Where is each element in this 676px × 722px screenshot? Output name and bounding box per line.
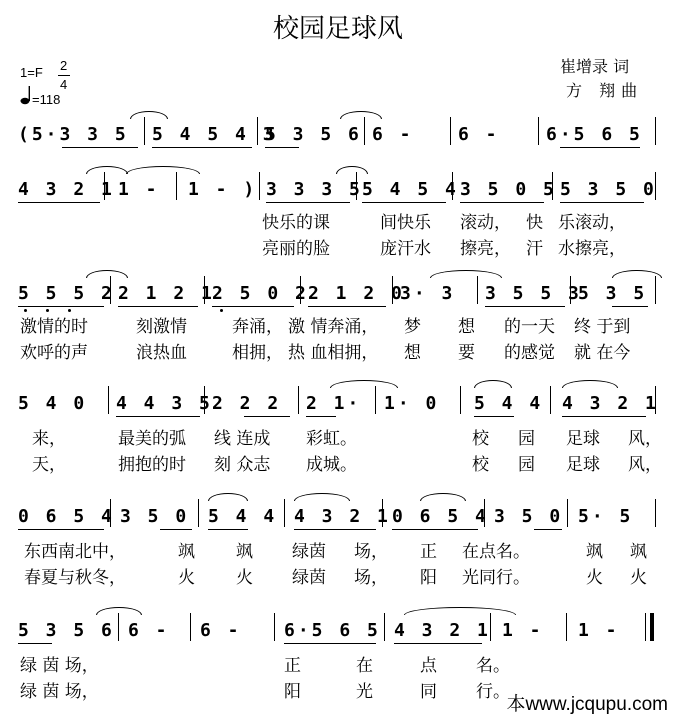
time-signature-rule (58, 75, 70, 76)
measure: 4 3 2 1 (394, 620, 491, 641)
measure: 5 3 5 6 (18, 620, 115, 641)
measure: 6 - (128, 620, 170, 641)
barline (190, 613, 191, 641)
underline (474, 416, 514, 417)
slur (612, 270, 662, 278)
underline (308, 306, 386, 307)
tie (330, 380, 398, 388)
barline (384, 613, 385, 641)
underline (62, 147, 138, 148)
barline (375, 386, 376, 414)
underline (116, 416, 200, 417)
song-title: 校园足球风 (272, 14, 403, 44)
slur (420, 493, 466, 501)
measure: 3 5 0 5 (460, 179, 557, 200)
tie (404, 607, 516, 615)
measure: 5· 5 (578, 506, 634, 527)
final-barline-thick (650, 613, 654, 641)
measure: 6 - (200, 620, 242, 641)
measure: 4 4 3 5 (116, 393, 213, 414)
measure: 3· 3 (400, 283, 456, 304)
measure: 2 2 2 (212, 393, 282, 414)
measure: 6·5 6 5 (546, 124, 643, 145)
underline (160, 529, 192, 530)
measure: 1· 0 (384, 393, 440, 414)
tie (86, 166, 128, 174)
barline (118, 613, 119, 641)
underline (612, 306, 648, 307)
measure: 6 - (458, 124, 500, 145)
barline (176, 172, 177, 200)
slur (474, 380, 512, 388)
measure: 0 6 5 4 (392, 506, 489, 527)
final-barline-thin (645, 613, 646, 641)
underline (208, 529, 248, 530)
staff-system-1 (0, 117, 676, 147)
underline (265, 147, 299, 148)
measure: 5 3 5 6 (265, 124, 362, 145)
measure: 1 - (578, 620, 620, 641)
measure: 6 - (372, 124, 414, 145)
measure: 5 4 5 4 (362, 179, 459, 200)
underline (306, 416, 336, 417)
barline (198, 499, 199, 527)
time-signature-top: 2 (60, 58, 68, 73)
measure: 5 4 0 (18, 393, 88, 414)
measure: 5 5 5 2 (18, 283, 115, 304)
staff-system-2 (0, 172, 676, 202)
barline (274, 613, 275, 641)
barline (298, 386, 299, 414)
underline (294, 529, 376, 530)
staff-system-5 (0, 499, 676, 529)
barline (259, 172, 260, 200)
barline (566, 613, 567, 641)
underline (362, 202, 446, 203)
measure: 2 1· (306, 393, 362, 414)
measure: 4 3 2 1 (294, 506, 391, 527)
underline (560, 147, 640, 148)
measure: 5 4 4 (474, 393, 544, 414)
measure: 4 3 2 1 (18, 179, 115, 200)
low-octave-dot (220, 309, 223, 312)
tie (430, 270, 502, 278)
measure: 1 - (118, 179, 160, 200)
barline (477, 276, 478, 304)
barline (655, 117, 656, 145)
lyricist-credit: 崔增录 词 (560, 57, 630, 76)
measure: 1 - (502, 620, 544, 641)
underline (212, 306, 294, 307)
site-watermark: 本www.jcqupu.com (506, 694, 668, 715)
slur (130, 111, 168, 119)
measure: 0 6 5 4 (18, 506, 115, 527)
barline (538, 117, 539, 145)
barline (550, 386, 551, 414)
underline (266, 202, 350, 203)
slur (208, 493, 248, 501)
underline (534, 529, 562, 530)
underline (18, 529, 104, 530)
underline (152, 147, 252, 148)
measure: 3 5 5 3 (485, 283, 582, 304)
key-signature: 1=F (20, 65, 43, 80)
measure: (5·3 3 5 (18, 124, 129, 145)
barline (655, 276, 656, 304)
measure: 5 3 5 (578, 283, 648, 304)
measure: 2 1 2 0 (308, 283, 405, 304)
barline (144, 117, 145, 145)
underline (118, 306, 198, 307)
underline (394, 643, 482, 644)
tie (340, 111, 382, 119)
barline (364, 117, 365, 145)
slur (294, 493, 350, 501)
measure: 3 3 3 5 (266, 179, 363, 200)
barline (567, 499, 568, 527)
tie (86, 270, 128, 278)
barline (284, 499, 285, 527)
measure: 5 3 5 0 (560, 179, 657, 200)
measure: 3 5 0 (494, 506, 564, 527)
tie (96, 607, 142, 615)
staff-system-4 (0, 386, 676, 416)
tie (126, 166, 200, 174)
underline (18, 306, 104, 307)
measure: 2 1 2 1 (118, 283, 215, 304)
measure: 5 4 5 4 3 (152, 124, 277, 145)
underline (18, 202, 100, 203)
measure: 4 3 2 1 (562, 393, 659, 414)
slur (562, 380, 618, 388)
underline (485, 306, 565, 307)
measure: 2 5 0 2 (212, 283, 309, 304)
underline (244, 416, 290, 417)
barline (450, 117, 451, 145)
staff-system-3 (0, 276, 676, 306)
measure: 3 5 0 (120, 506, 190, 527)
staff-system-6 (0, 613, 676, 643)
composer-credit: 方 翔曲 (566, 81, 644, 100)
measure: 1 - ) (188, 179, 258, 200)
underline (460, 202, 544, 203)
underline (392, 529, 478, 530)
underline (560, 202, 644, 203)
barline (460, 386, 461, 414)
measure: 6·5 6 5 (284, 620, 381, 641)
barline (655, 499, 656, 527)
measure: 5 4 4 (208, 506, 278, 527)
barline (108, 386, 109, 414)
time-signature-bottom: 4 (60, 77, 68, 92)
underline (562, 416, 646, 417)
tempo-marking: =118 (32, 92, 61, 107)
slur (336, 166, 368, 174)
underline (18, 643, 52, 644)
underline (284, 643, 376, 644)
